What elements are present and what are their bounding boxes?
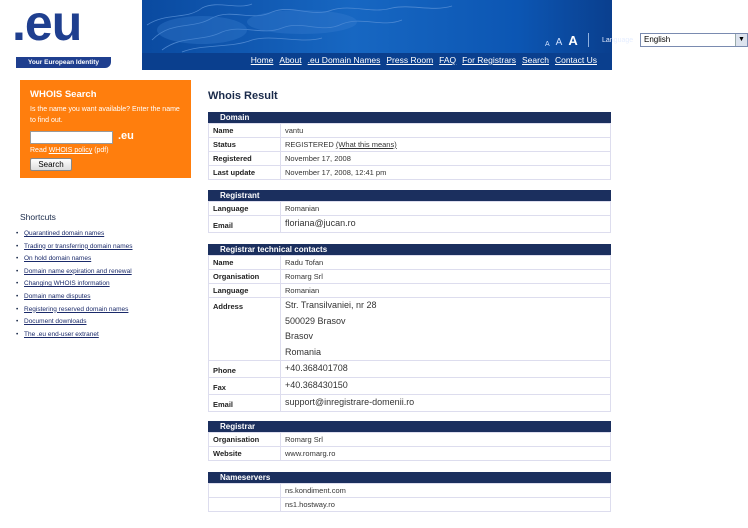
address-line: Str. Transilvaniei, nr 28 [285, 300, 377, 310]
table-row [209, 484, 611, 498]
language-value: English [644, 35, 671, 44]
domain-search-input[interactable] [30, 131, 113, 144]
domain-name-value: vantu [281, 124, 611, 138]
shortcuts-title: Shortcuts [20, 212, 56, 222]
shortcut-link[interactable]: Quarantined domain names [24, 230, 105, 237]
row-label: Fax [209, 378, 281, 395]
registrant-language-value: Romanian [281, 202, 611, 216]
domain-section [208, 112, 611, 180]
nameservers-section [208, 472, 611, 512]
address-line: 500029 Brasov [285, 315, 346, 326]
row-label: Organisation [209, 270, 281, 284]
registrar-org-value: Romarg Srl [281, 433, 611, 447]
chevron-down-icon[interactable]: ▼ [735, 34, 747, 46]
shortcuts-panel [20, 212, 200, 341]
list-item [20, 291, 200, 304]
nav-about[interactable]: About [279, 55, 302, 65]
shortcut-link[interactable]: Trading or transferring domain names [24, 242, 133, 250]
font-size-large-button[interactable]: A [568, 33, 578, 48]
table-row [209, 256, 611, 270]
whois-search-description: Is the name you want available? Enter the name to find out. [30, 106, 180, 124]
header-divider [588, 33, 589, 47]
table-row [209, 298, 611, 361]
section-heading: Registrant [208, 190, 611, 201]
row-label [209, 484, 281, 498]
row-label [209, 498, 281, 512]
nav-faq[interactable]: FAQ [439, 55, 457, 65]
address-line: Romania [285, 346, 322, 357]
table-row [209, 447, 611, 461]
table-row [209, 270, 611, 284]
tech-org-value: Romarg Srl [281, 270, 611, 284]
row-label: Website [209, 447, 281, 461]
nav-press-room[interactable]: Press Room [386, 55, 434, 65]
font-size-medium-button[interactable]: A [555, 37, 563, 48]
eu-suffix: .eu [118, 130, 134, 142]
row-label: Organisation [209, 433, 281, 447]
section-heading: Nameservers [208, 472, 611, 483]
registrant-email-value: floriana@jucan.ro [281, 216, 611, 233]
table-row [209, 124, 611, 138]
status-value: REGISTERED [285, 140, 334, 149]
policy-prefix: Read [30, 147, 49, 154]
table-row [209, 166, 611, 180]
shortcut-link[interactable]: Registering reserved domain names [24, 305, 129, 313]
row-label: Language [209, 284, 281, 298]
shortcut-link[interactable]: Domain name disputes [24, 292, 91, 300]
language-select[interactable] [640, 33, 748, 47]
table-row [209, 395, 611, 412]
header-banner [142, 0, 745, 53]
status-help-link[interactable]: (What this means) [335, 140, 397, 149]
nav-contact-us[interactable]: Contact Us [554, 55, 597, 65]
list-item [20, 228, 200, 241]
table-row [209, 216, 611, 233]
table-row [209, 361, 611, 378]
europe-map-graphic [142, 0, 612, 53]
whois-search-title: WHOIS Search [30, 89, 97, 100]
main-nav [142, 53, 612, 70]
last-update-value: November 17, 2008, 12:41 pm [281, 166, 611, 180]
logo-tagline: Your European Identity [16, 57, 111, 68]
list-item [20, 253, 200, 266]
tech-phone-value: +40.368401708 [281, 361, 611, 378]
registrar-website-value: www.romarg.ro [281, 447, 611, 461]
list-item [20, 241, 200, 254]
row-label: Last update [209, 166, 281, 180]
table-row [209, 284, 611, 298]
row-label: Email [209, 395, 281, 412]
row-label: Email [209, 216, 281, 233]
registered-value: November 17, 2008 [281, 152, 611, 166]
nav-home[interactable]: Home [250, 55, 274, 65]
nav-search[interactable]: Search [522, 55, 549, 65]
policy-suffix: (pdf) [92, 147, 109, 154]
nav-eu-domain-names[interactable]: .eu Domain Names [307, 55, 381, 65]
whois-policy-line [30, 147, 181, 154]
section-heading: Registrar technical contacts [208, 244, 611, 255]
tech-address-value [281, 298, 611, 361]
row-label: Status [209, 138, 281, 152]
list-item [20, 278, 200, 291]
section-heading: Registrar [208, 421, 611, 432]
table-row [209, 138, 611, 152]
table-row [209, 498, 611, 512]
shortcut-link[interactable]: The .eu end-user extranet [24, 330, 99, 338]
row-label: Name [209, 124, 281, 138]
row-label: Address [209, 298, 281, 361]
tech-fax-value: +40.368430150 [281, 378, 611, 395]
whois-policy-link[interactable]: WHOIS policy [48, 147, 93, 154]
shortcut-link[interactable]: On hold domain names [24, 255, 92, 263]
row-label: Phone [209, 361, 281, 378]
logo-text: .eu [12, 0, 82, 51]
search-button[interactable]: Search [30, 158, 72, 171]
table-row [209, 202, 611, 216]
shortcut-link[interactable]: Domain name expiration and renewal [24, 267, 132, 275]
shortcut-link[interactable]: Document downloads [24, 318, 87, 326]
nameserver-value: ns.kondiment.com [281, 484, 611, 498]
table-row [209, 378, 611, 395]
table-row [209, 433, 611, 447]
shortcut-link[interactable]: Changing WHOIS information [24, 280, 110, 288]
status-cell [281, 138, 611, 152]
row-label: Name [209, 256, 281, 270]
whois-search-panel [20, 80, 191, 178]
tech-name-value: Radu Tofan [281, 256, 611, 270]
nameserver-value: ns1.hostway.ro [281, 498, 611, 512]
font-size-small-button[interactable]: A [545, 41, 550, 48]
list-item [20, 329, 200, 342]
tech-email-value: support@inregistrare-domenii.ro [281, 395, 611, 412]
language-label: Language [602, 37, 634, 44]
list-item [20, 304, 200, 317]
font-size-controls [545, 33, 578, 48]
nav-for-registrars[interactable]: For Registrars [462, 55, 517, 65]
list-item [20, 316, 200, 329]
page-title: Whois Result [208, 90, 278, 102]
tech-contacts-section [208, 244, 611, 412]
tech-language-value: Romanian [281, 284, 611, 298]
registrar-section [208, 421, 611, 461]
list-item [20, 266, 200, 279]
row-label: Registered [209, 152, 281, 166]
section-heading: Domain [208, 112, 611, 123]
registrant-section [208, 190, 611, 233]
row-label: Language [209, 202, 281, 216]
table-row [209, 152, 611, 166]
eu-logo[interactable] [0, 0, 142, 70]
address-line: Brasov [285, 331, 314, 341]
